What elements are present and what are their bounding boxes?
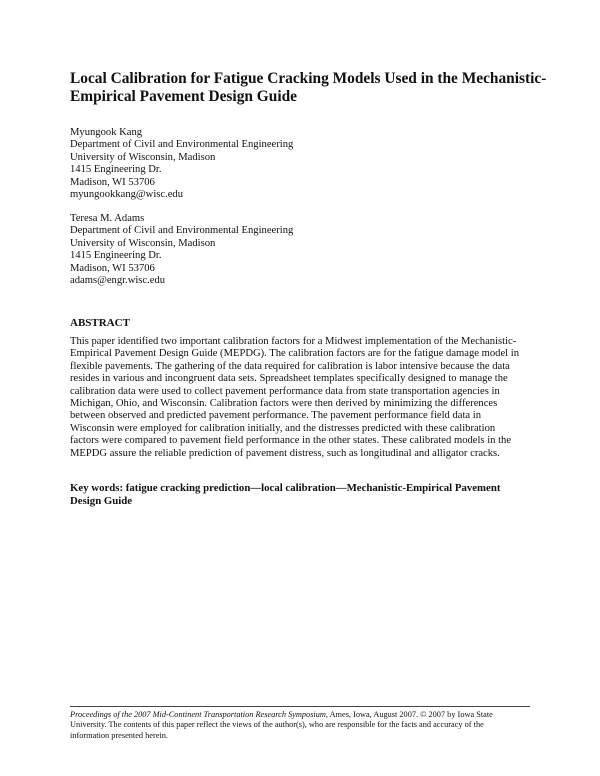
- abstract-line: resides in various and incongruent data sets. Spreadsheet templates specifically designed to manage the: [70, 373, 508, 385]
- author-department: Department of Civil and Environmental Engineering: [70, 225, 294, 237]
- abstract-body: [70, 336, 530, 460]
- author-university: University of Wisconsin, Madison: [70, 151, 216, 163]
- author-block-1: [70, 127, 470, 201]
- title-line-1: Local Calibration for Fatigue Cracking Models Used in the Mechanistic-: [70, 70, 547, 87]
- author-university: University of Wisconsin, Madison: [70, 237, 216, 249]
- footer-line-1-rest: , Ames, Iowa, August 2007. © 2007 by Iowa State: [325, 710, 493, 719]
- abstract-heading: ABSTRACT: [70, 317, 130, 329]
- author-street: 1415 Engineering Dr.: [70, 164, 162, 176]
- abstract-line: between observed and predicted pavement performance. The pavement performance field data in: [70, 410, 482, 422]
- abstract-line: Empirical Pavement Design Guide (MEPDG). The calibration factors are for the fatigue damage model in: [70, 348, 520, 360]
- footer-line-2: University. The contents of this paper reflect the views of the author(s), who are responsible for the facts and accuracy of the: [70, 720, 484, 730]
- author-name: Myungook Kang: [70, 127, 143, 138]
- title-line-2: Empirical Pavement Design Guide: [70, 88, 297, 105]
- keywords-line: Key words: fatigue cracking prediction—local calibration—Mechanistic-Empirical Pavement: [70, 482, 501, 494]
- paper-title: [70, 70, 550, 106]
- author-department: Department of Civil and Environmental Engineering: [70, 139, 294, 151]
- proceedings-title: Proceedings of the 2007 Mid-Continent Transportation Research Symposium: [70, 710, 326, 719]
- footer-note: [70, 710, 530, 741]
- author-city: Madison, WI 53706: [70, 262, 155, 274]
- abstract-line: Wisconsin were employed for calibration initially, and the distresses predicted with these calibration: [70, 422, 496, 434]
- author-email[interactable]: myungookkang@wisc.edu: [70, 189, 184, 201]
- author-street: 1415 Engineering Dr.: [70, 250, 162, 262]
- abstract-line: MEPDG assure the reliable prediction of pavement distress, such as longitudinal and alligator cracks.: [70, 447, 500, 459]
- abstract-line: flexible pavements. The gathering of the data required for calibration is labor intensive because the data: [70, 360, 510, 372]
- author-name: Teresa M. Adams: [70, 213, 145, 224]
- footer-divider: [70, 706, 530, 707]
- abstract-line: This paper identified two important calibration factors for a Midwest implementation of the Mechanistic-: [70, 336, 517, 347]
- abstract-line: calibration data were used to collect pavement performance data from state transportation agencies in: [70, 385, 500, 397]
- keywords: [70, 482, 530, 508]
- keywords-line: Design Guide: [70, 494, 133, 507]
- author-city: Madison, WI 53706: [70, 176, 155, 188]
- abstract-line: factors were compared to pavement field performance in the other states. These calibrated models in the: [70, 435, 512, 447]
- author-email[interactable]: adams@engr.wisc.edu: [70, 275, 166, 287]
- abstract-line: Michigan, Ohio, and Wisconsin. Calibration factors were then derived by minimizing the differences: [70, 398, 498, 410]
- author-block-2: [70, 213, 470, 287]
- footer-line-3: information presented herein.: [70, 730, 168, 740]
- footer-line-1: [70, 710, 530, 720]
